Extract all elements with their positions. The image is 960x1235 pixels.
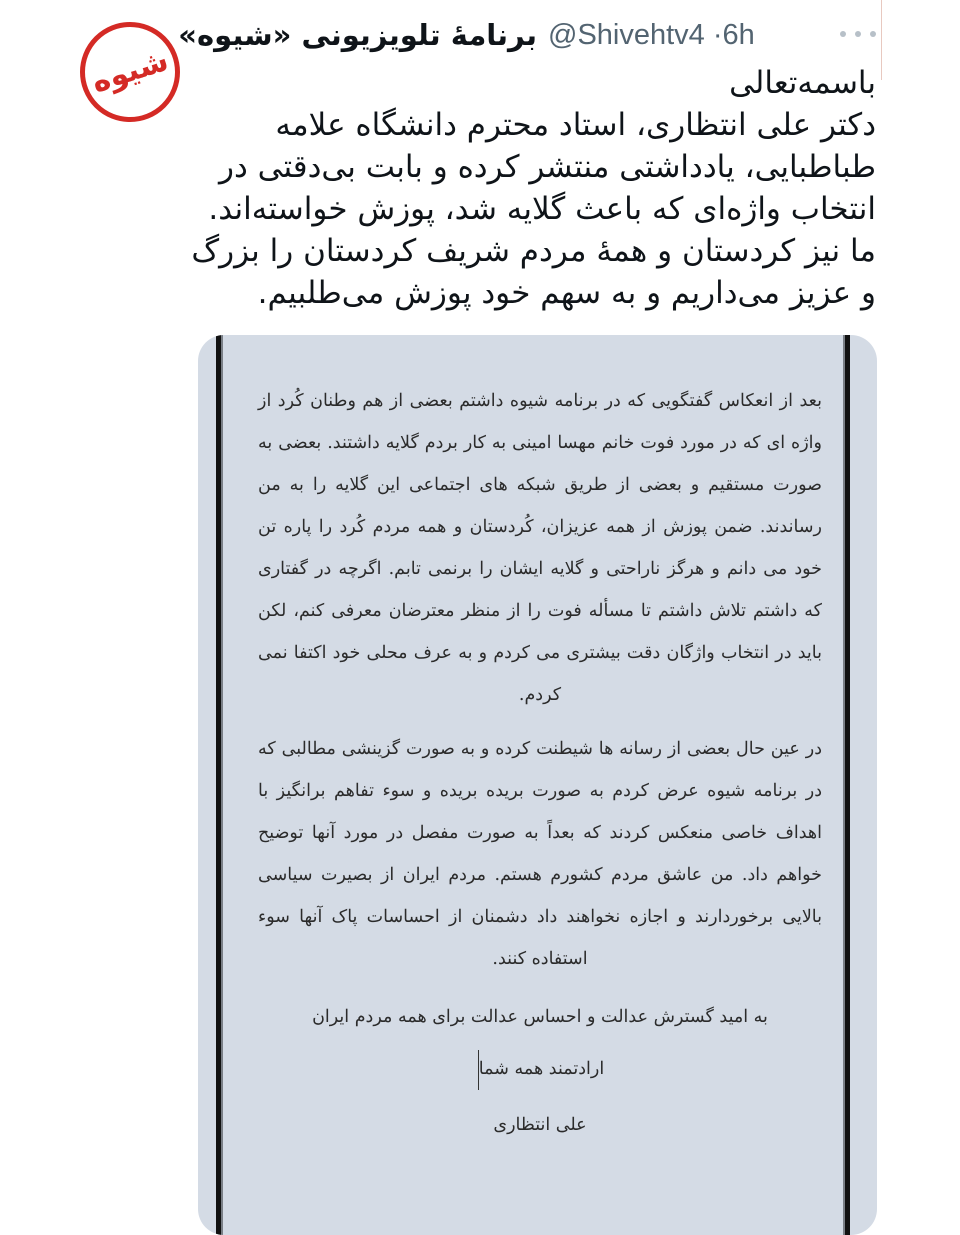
dot <box>840 31 846 37</box>
letter-paragraph: در عین حال بعضی از رسانه ها شیطنت کرده و به صورت گزینشی مطالبی که در برنامه شیوه عرض کردم به صورت بریده بریده و سوء تفاهم برانگیز با اهداف خاصی منعکس کردند که بعداً به صورت مفصل در مورد آنها توضیح خواهم داد. من عاشق مردم کشورم هستم. مردم ایران از بصیرت سیاسی بالایی برخوردارند و اجازه نخواهند داد دشمنان از احساسات پاک آنها سوء استفاده کنند. <box>258 739 822 969</box>
tweet-salutation: باسمه‌تعالی <box>729 65 876 101</box>
separator-dot: · <box>712 19 723 51</box>
tweet-paragraph: ما نیز کردستان و همهٔ مردم شریف کردستان را بزرگ و عزیز می‌داریم و به سهم خود پوزش می‌طلبیم. <box>191 233 876 311</box>
tweet-text <box>186 62 876 314</box>
tweet-paragraph: دکتر علی انتظاری، استاد محترم دانشگاه علامه طباطبایی، یادداشتی منتشر کرده و بابت بی‌دقتی در انتخاب واژه‌ای که باعث گلایه شد، پوزش خواسته‌اند. <box>208 107 876 227</box>
divider-line <box>881 0 882 80</box>
avatar[interactable] <box>80 22 180 122</box>
letter-regards <box>258 1048 822 1090</box>
avatar-logo-text: شیوه <box>87 42 173 101</box>
dot <box>855 31 861 37</box>
letter-signature: علی انتظاری <box>493 1115 587 1135</box>
dot <box>870 31 876 37</box>
tweet-media-image[interactable] <box>198 335 877 1235</box>
handle-and-time <box>548 14 755 56</box>
timestamp[interactable]: 6h <box>722 19 755 51</box>
user-handle[interactable]: @Shivehtv4 <box>548 19 705 51</box>
more-options-icon[interactable] <box>840 24 876 44</box>
display-name[interactable]: برنامهٔ تلویزیونی «شیوه» <box>178 18 537 52</box>
letter-paragraph: بعد از انعکاس گفتگویی که در برنامه شیوه داشتم بعضی از هم وطنان کُرد از واژه ای که در مورد فوت خانم مهسا امینی به کار بردم گلایه داشتند. بعضی به صورت مستقیم و بعضی از طریق شبکه های اجتماعی این گلایه را به من رساندند. ضمن پوزش از همه عزیزان، کُردستان و همه مردم کُرد را پاره تن خود می دانم و هرگز ناراحتی و گلایه ایشان را برنمی تابم. اگرچه در گفتاری که داشتم تلاش داشتم تا مسأله فوت را از منظر معترضان معرفی کنم، لکن باید در انتخاب واژگان دقت بیشتری می کردم و به عرف محلی خود اکتفا نمی کردم. <box>258 391 822 705</box>
letter-closing: به امید گسترش عدالت و احساس عدالت برای همه مردم ایران <box>312 1007 768 1027</box>
letter-border-right <box>845 335 850 1235</box>
letter-border-left <box>216 335 221 1235</box>
letter-regards-text: ارادتمند همه شما <box>478 1059 605 1079</box>
apology-letter <box>258 380 822 1146</box>
